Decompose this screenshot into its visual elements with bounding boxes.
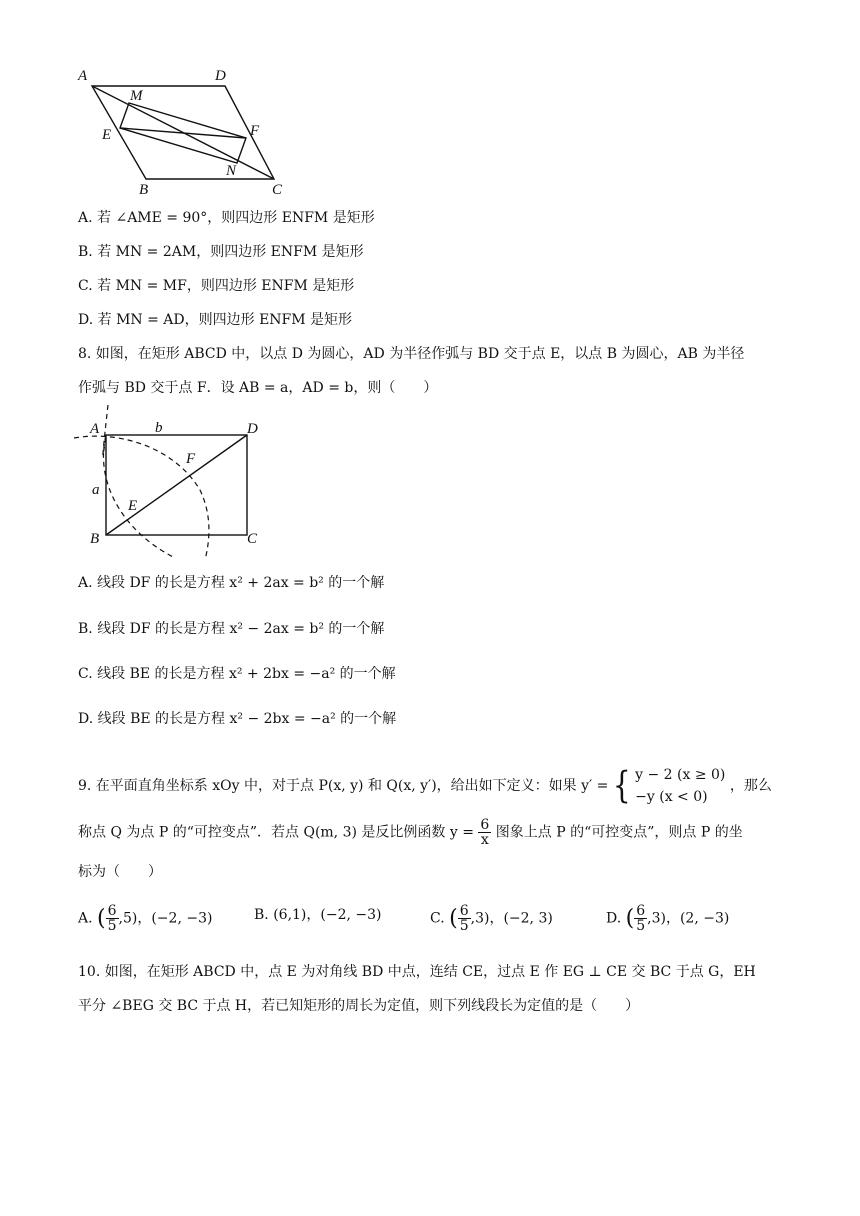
- label-D: D: [215, 68, 226, 84]
- label-A: A: [78, 68, 88, 84]
- choice-rest: ,3)，(−2, 3): [470, 910, 553, 927]
- q9-stem-line2: [78, 818, 743, 847]
- q8-stem-line1: 8. 如图，在矩形 ABCD 中，以点 D 为圆心，AD 为半径作弧与 BD 交于点 E，以点 B 为圆心，AB 为半径: [78, 346, 745, 362]
- q9-frac-num: 6: [480, 817, 490, 833]
- q9-stem-a: 9. 在平面直角坐标系 xOy 中，对于点 P(x, y) 和 Q(x, y′)，给出如下定义：如果 y′ =: [78, 778, 609, 794]
- label-A: A: [90, 421, 100, 437]
- q9-case2: −y (x < 0): [635, 789, 708, 805]
- q9-fraction: [478, 818, 491, 847]
- q8-option-a: A. 线段 DF 的长是方程 x² + 2ax = b² 的一个解: [78, 575, 385, 591]
- q9-frac-den: x: [480, 832, 489, 848]
- q9-piecewise: [635, 764, 725, 808]
- q8-option-c: C. 线段 BE 的长是方程 x² + 2bx = −a² 的一个解: [78, 666, 396, 682]
- q7-option-d: D. 若 MN = AD，则四边形 ENFM 是矩形: [78, 312, 353, 328]
- q8-option-b: B. 线段 DF 的长是方程 x² − 2ax = b² 的一个解: [78, 621, 385, 637]
- q10-line2: 平分 ∠BEG 交 BC 于点 H，若已知矩形的周长为定值，则下列线段长为定值的是（ ）: [78, 998, 640, 1014]
- choice-fraction: $\frac{6}{5}$: [459, 903, 469, 934]
- q9-choice-d: D. ( $\frac{6}{5}$ ,3)，(2, −3): [606, 903, 730, 934]
- q9-choice-b: [254, 904, 382, 924]
- q10-line1: 10. 如图，在矩形 ABCD 中，点 E 为对角线 BD 中点，连结 CE，过点 E 作 EG ⊥ CE 交 BC 于点 G，EH: [78, 964, 756, 980]
- label-B: B: [139, 182, 149, 198]
- q9-line2-b: 图象上点 P 的“可控变点”，则点 P 的坐: [495, 824, 743, 841]
- q9-stem-b: ，那么: [729, 778, 772, 794]
- label-F: F: [186, 451, 196, 467]
- label-E: E: [102, 127, 112, 143]
- label-N: N: [226, 163, 237, 179]
- label-E: E: [128, 498, 138, 514]
- choice-text: (6,1)，(−2, −3): [273, 907, 382, 923]
- choice-label: A.: [78, 910, 93, 927]
- choice-fraction: $\frac{6}{5}$: [636, 903, 646, 934]
- q9-choice-c: C. ( $\frac{6}{5}$ ,3)，(−2, 3): [430, 903, 553, 934]
- label-C: C: [247, 531, 258, 547]
- q9-line2-a: 称点 Q 为点 P 的“可控变点”．若点 Q(m, 3) 是反比例函数 y =: [78, 824, 474, 841]
- q9-choice-a: A. ( $\frac{6}{5}$ ,5)，(−2, −3): [78, 903, 213, 934]
- q7-option-c: C. 若 MN = MF，则四边形 ENFM 是矩形: [78, 278, 355, 294]
- q9-stem-line1: [78, 764, 772, 808]
- choice-label: D.: [606, 910, 622, 927]
- figure-q7-parallelogram: [0, 0, 860, 200]
- choice-rest: ,3)，(2, −3): [647, 910, 730, 927]
- choice-label: C.: [430, 910, 445, 927]
- choice-fraction: $\frac{6}{5}$: [107, 903, 117, 934]
- label-M: M: [130, 88, 143, 104]
- q9-piecewise-brace: {: [612, 763, 631, 807]
- q7-option-b: B. 若 MN = 2AM，则四边形 ENFM 是矩形: [78, 244, 364, 260]
- label-b: b: [155, 420, 163, 436]
- label-D: D: [247, 421, 258, 437]
- label-a: a: [92, 482, 100, 498]
- q9-case1: y − 2 (x ≥ 0): [635, 767, 726, 783]
- choice-label: B.: [254, 907, 269, 923]
- q8-stem-line2: 作弧与 BD 交于点 F．设 AB = a，AD = b，则（ ）: [78, 380, 438, 396]
- q9-stem-line3: 标为（ ）: [78, 864, 162, 880]
- figure-q8-rectangle: [0, 400, 860, 580]
- choice-rest: ,5)，(−2, −3): [118, 910, 213, 927]
- q7-option-a: A. 若 ∠AME = 90°，则四边形 ENFM 是矩形: [78, 210, 375, 226]
- label-B: B: [90, 531, 100, 547]
- label-C: C: [272, 182, 283, 198]
- q8-option-d: D. 线段 BE 的长是方程 x² − 2bx = −a² 的一个解: [78, 711, 397, 727]
- label-F: F: [250, 123, 260, 139]
